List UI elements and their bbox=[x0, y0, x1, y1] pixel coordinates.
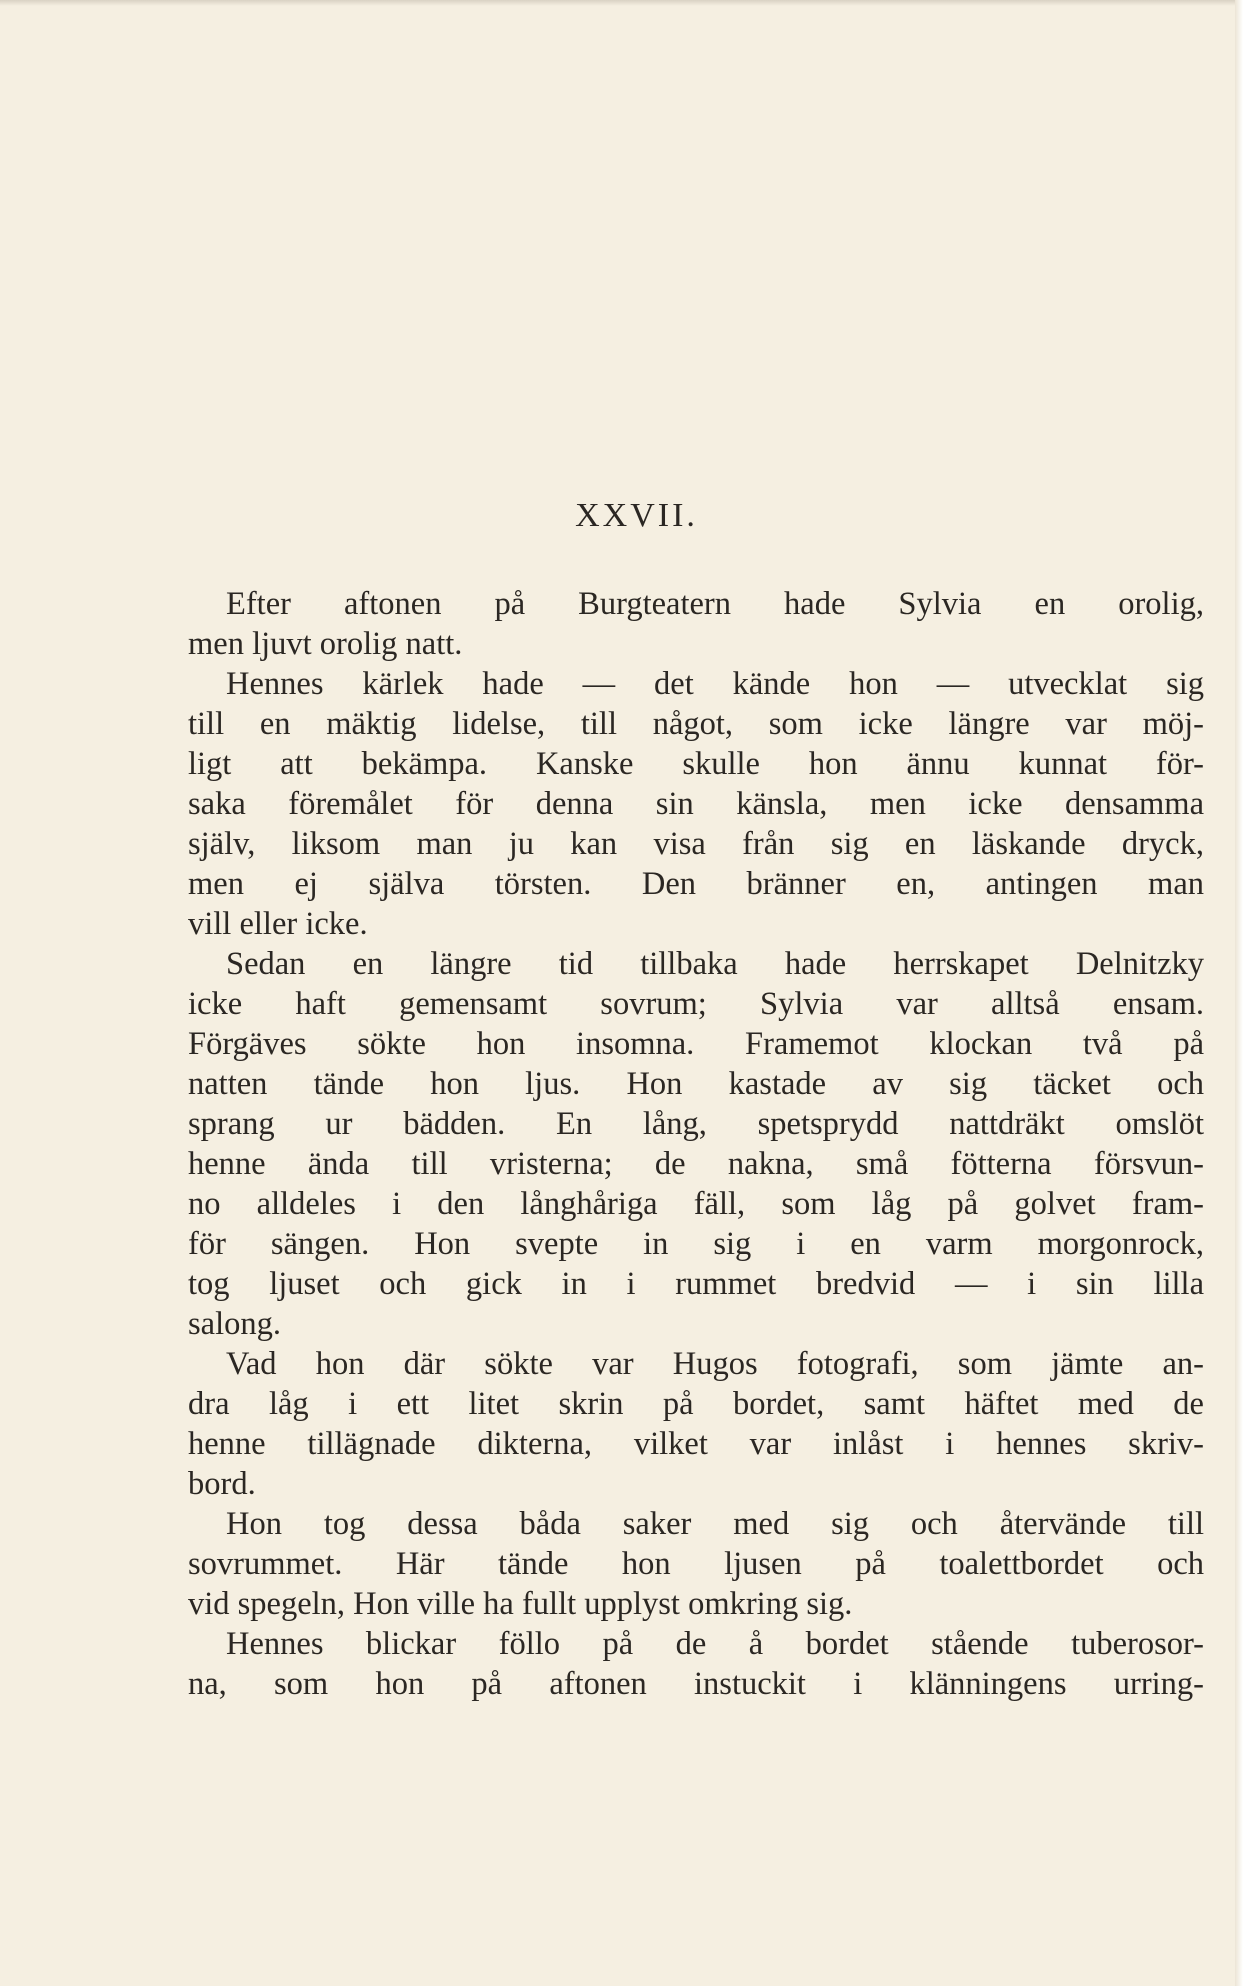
text-line: salong. bbox=[188, 1306, 281, 1342]
text-line: na, som hon på aftonen instuckit i klänningens urring- bbox=[188, 1666, 1204, 1702]
text-line: Hon tog dessa båda saker med sig och återvände till bbox=[226, 1506, 1204, 1542]
text-line: henne tillägnade dikterna, vilket var inlåst i hennes skriv- bbox=[188, 1426, 1204, 1462]
text-line: Förgäves sökte hon insomna. Framemot klockan två på bbox=[188, 1026, 1204, 1062]
text-line: själv, liksom man ju kan visa från sig en läskande dryck, bbox=[188, 826, 1204, 862]
text-line: tog ljuset och gick in i rummet bredvid — i sin lilla bbox=[188, 1266, 1204, 1302]
text-line: natten tände hon ljus. Hon kastade av sig täcket och bbox=[188, 1066, 1204, 1102]
body-text bbox=[188, 584, 1204, 1704]
text-line: icke haft gemensamt sovrum; Sylvia var alltså ensam. bbox=[188, 986, 1204, 1022]
text-line: men ljuvt orolig natt. bbox=[188, 626, 463, 662]
text-line: Efter aftonen på Burgteatern hade Sylvia en orolig, bbox=[226, 586, 1204, 622]
text-line: ligt att bekämpa. Kanske skulle hon ännu kunnat för- bbox=[188, 746, 1204, 782]
text-line: sprang ur bädden. En lång, spetsprydd nattdräkt omslöt bbox=[188, 1106, 1204, 1142]
page-edge-right bbox=[1235, 0, 1243, 1986]
text-line: saka föremålet för denna sin känsla, men icke densamma bbox=[188, 786, 1204, 822]
text-line: vill eller icke. bbox=[188, 906, 368, 942]
chapter-heading: XXVII. bbox=[575, 497, 698, 534]
text-line: Sedan en längre tid tillbaka hade herrskapet Delnitzky bbox=[226, 946, 1204, 982]
text-line: till en mäktig lidelse, till något, som icke längre var möj- bbox=[188, 706, 1204, 742]
text-line: för sängen. Hon svepte in sig i en varm morgonrock, bbox=[188, 1226, 1204, 1262]
text-line: sovrummet. Här tände hon ljusen på toalettbordet och bbox=[188, 1546, 1204, 1582]
text-line: Vad hon där sökte var Hugos fotografi, som jämte an- bbox=[226, 1346, 1204, 1382]
text-line: vid spegeln, Hon ville ha fullt upplyst omkring sig. bbox=[188, 1586, 853, 1622]
text-line: no alldeles i den långhåriga fäll, som låg på golvet fram- bbox=[188, 1186, 1204, 1222]
text-line: bord. bbox=[188, 1466, 256, 1502]
text-line: dra låg i ett litet skrin på bordet, samt häftet med de bbox=[188, 1386, 1204, 1422]
text-line: henne ända till vristerna; de nakna, små fötterna försvun- bbox=[188, 1146, 1204, 1182]
text-line: Hennes kärlek hade — det kände hon — utvecklat sig bbox=[226, 666, 1204, 702]
page-edge-top bbox=[0, 0, 1243, 6]
text-line: men ej själva törsten. Den bränner en, antingen man bbox=[188, 866, 1204, 902]
text-line: Hennes blickar föllo på de å bordet stående tuberosor- bbox=[226, 1626, 1204, 1662]
